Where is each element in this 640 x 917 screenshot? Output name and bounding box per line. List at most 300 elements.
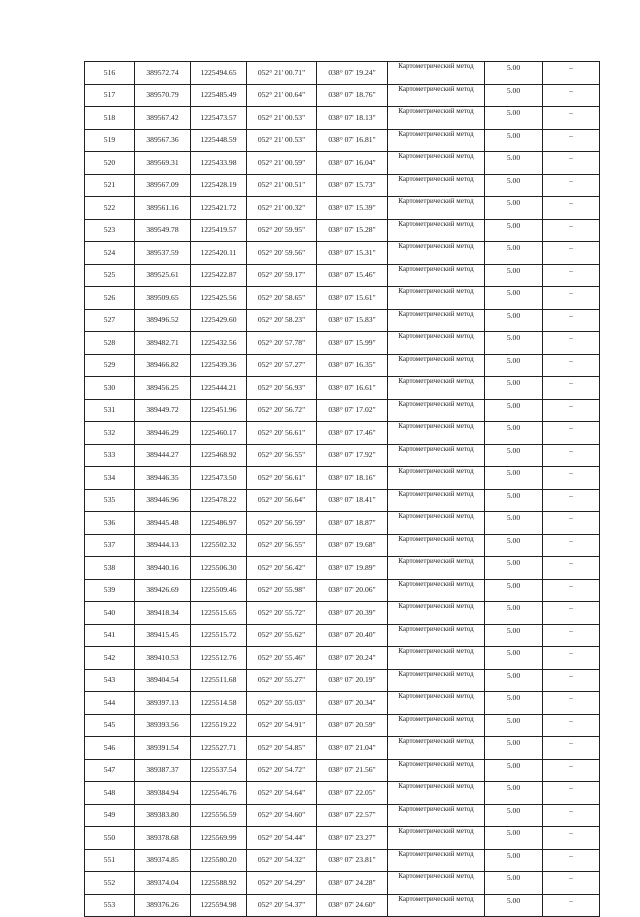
longitude-cell: 038° 07' 17.92" (317, 444, 388, 467)
x-coordinate-cell: 389449.72 (135, 399, 191, 422)
latitude-cell: 052° 20' 56.61" (247, 467, 317, 490)
table-row (85, 107, 600, 130)
accuracy-cell: 5.00 (485, 759, 543, 782)
method-cell: Картометрический метод (388, 129, 485, 152)
point-number-cell: 523 (85, 219, 135, 242)
note-cell: – (543, 287, 600, 310)
y-coordinate-cell: 1225451.96 (191, 399, 247, 422)
note-cell: – (543, 512, 600, 535)
table-row (85, 512, 600, 535)
note-cell: – (543, 489, 600, 512)
latitude-cell: 052° 20' 59.56" (247, 242, 317, 265)
x-coordinate-cell: 389404.54 (135, 669, 191, 692)
note-cell: – (543, 467, 600, 490)
point-number-cell: 549 (85, 804, 135, 827)
y-coordinate-cell: 1225546.76 (191, 782, 247, 805)
latitude-cell: 052° 21' 00.32" (247, 197, 317, 220)
x-coordinate-cell: 389374.85 (135, 849, 191, 872)
table-row (85, 737, 600, 760)
latitude-cell: 052° 21' 00.64" (247, 84, 317, 107)
method-cell: Картометрический метод (388, 84, 485, 107)
x-coordinate-cell: 389444.27 (135, 444, 191, 467)
latitude-cell: 052° 20' 56.59" (247, 512, 317, 535)
note-cell: – (543, 242, 600, 265)
x-coordinate-cell: 389387.37 (135, 759, 191, 782)
longitude-cell: 038° 07' 19.68" (317, 534, 388, 557)
y-coordinate-cell: 1225588.92 (191, 872, 247, 895)
note-cell: – (543, 827, 600, 850)
method-cell: Картометрический метод (388, 264, 485, 287)
table-row (85, 242, 600, 265)
x-coordinate-cell: 389445.48 (135, 512, 191, 535)
note-cell: – (543, 759, 600, 782)
table-row (85, 422, 600, 445)
table-row (85, 759, 600, 782)
note-cell: – (543, 197, 600, 220)
table-row (85, 849, 600, 872)
accuracy-cell: 5.00 (485, 894, 543, 917)
table-row (85, 309, 600, 332)
x-coordinate-cell: 389456.25 (135, 377, 191, 400)
accuracy-cell: 5.00 (485, 107, 543, 130)
accuracy-cell: 5.00 (485, 242, 543, 265)
latitude-cell: 052° 20' 57.27" (247, 354, 317, 377)
table-row (85, 287, 600, 310)
latitude-cell: 052° 20' 59.17" (247, 264, 317, 287)
point-number-cell: 542 (85, 647, 135, 670)
x-coordinate-cell: 389567.36 (135, 129, 191, 152)
table-row (85, 152, 600, 175)
table-row (85, 624, 600, 647)
method-cell: Картометрический метод (388, 354, 485, 377)
longitude-cell: 038° 07' 16.61" (317, 377, 388, 400)
point-number-cell: 535 (85, 489, 135, 512)
y-coordinate-cell: 1225515.72 (191, 624, 247, 647)
note-cell: – (543, 894, 600, 917)
x-coordinate-cell: 389376.26 (135, 894, 191, 917)
table-row (85, 377, 600, 400)
note-cell: – (543, 624, 600, 647)
latitude-cell: 052° 20' 58.65" (247, 287, 317, 310)
method-cell: Картометрический метод (388, 62, 485, 85)
table-row (85, 827, 600, 850)
method-cell: Картометрический метод (388, 489, 485, 512)
latitude-cell: 052° 20' 56.72" (247, 399, 317, 422)
point-number-cell: 520 (85, 152, 135, 175)
point-number-cell: 547 (85, 759, 135, 782)
latitude-cell: 052° 20' 54.85" (247, 737, 317, 760)
table-row (85, 84, 600, 107)
y-coordinate-cell: 1225515.65 (191, 602, 247, 625)
point-number-cell: 536 (85, 512, 135, 535)
point-number-cell: 530 (85, 377, 135, 400)
latitude-cell: 052° 20' 54.32" (247, 849, 317, 872)
y-coordinate-cell: 1225512.76 (191, 647, 247, 670)
note-cell: – (543, 647, 600, 670)
point-number-cell: 519 (85, 129, 135, 152)
x-coordinate-cell: 389374.04 (135, 872, 191, 895)
latitude-cell: 052° 21' 00.53" (247, 107, 317, 130)
longitude-cell: 038° 07' 22.57" (317, 804, 388, 827)
note-cell: – (543, 692, 600, 715)
x-coordinate-cell: 389383.80 (135, 804, 191, 827)
x-coordinate-cell: 389537.59 (135, 242, 191, 265)
accuracy-cell: 5.00 (485, 197, 543, 220)
point-number-cell: 526 (85, 287, 135, 310)
longitude-cell: 038° 07' 15.61" (317, 287, 388, 310)
accuracy-cell: 5.00 (485, 849, 543, 872)
accuracy-cell: 5.00 (485, 444, 543, 467)
x-coordinate-cell: 389418.34 (135, 602, 191, 625)
accuracy-cell: 5.00 (485, 512, 543, 535)
method-cell: Картометрический метод (388, 737, 485, 760)
point-number-cell: 527 (85, 309, 135, 332)
accuracy-cell: 5.00 (485, 602, 543, 625)
x-coordinate-cell: 389391.54 (135, 737, 191, 760)
x-coordinate-cell: 389567.42 (135, 107, 191, 130)
coordinates-table (84, 61, 600, 917)
table-row (85, 894, 600, 917)
y-coordinate-cell: 1225419.57 (191, 219, 247, 242)
note-cell: – (543, 422, 600, 445)
latitude-cell: 052° 20' 56.55" (247, 534, 317, 557)
method-cell: Картометрический метод (388, 827, 485, 850)
accuracy-cell: 5.00 (485, 399, 543, 422)
y-coordinate-cell: 1225439.36 (191, 354, 247, 377)
y-coordinate-cell: 1225473.50 (191, 467, 247, 490)
point-number-cell: 553 (85, 894, 135, 917)
method-cell: Картометрический метод (388, 467, 485, 490)
accuracy-cell: 5.00 (485, 782, 543, 805)
point-number-cell: 546 (85, 737, 135, 760)
longitude-cell: 038° 07' 22.05" (317, 782, 388, 805)
accuracy-cell: 5.00 (485, 422, 543, 445)
y-coordinate-cell: 1225432.56 (191, 332, 247, 355)
table-row (85, 62, 600, 85)
longitude-cell: 038° 07' 19.89" (317, 557, 388, 580)
latitude-cell: 052° 20' 56.61" (247, 422, 317, 445)
x-coordinate-cell: 389569.31 (135, 152, 191, 175)
table-row (85, 354, 600, 377)
point-number-cell: 524 (85, 242, 135, 265)
point-number-cell: 531 (85, 399, 135, 422)
longitude-cell: 038° 07' 16.81" (317, 129, 388, 152)
table-row (85, 174, 600, 197)
method-cell: Картометрический метод (388, 692, 485, 715)
method-cell: Картометрический метод (388, 647, 485, 670)
x-coordinate-cell: 389426.69 (135, 579, 191, 602)
longitude-cell: 038° 07' 15.28" (317, 219, 388, 242)
method-cell: Картометрический метод (388, 174, 485, 197)
accuracy-cell: 5.00 (485, 714, 543, 737)
method-cell: Картометрический метод (388, 309, 485, 332)
note-cell: – (543, 84, 600, 107)
y-coordinate-cell: 1225468.92 (191, 444, 247, 467)
y-coordinate-cell: 1225511.68 (191, 669, 247, 692)
point-number-cell: 538 (85, 557, 135, 580)
accuracy-cell: 5.00 (485, 804, 543, 827)
note-cell: – (543, 714, 600, 737)
longitude-cell: 038° 07' 15.39" (317, 197, 388, 220)
accuracy-cell: 5.00 (485, 827, 543, 850)
longitude-cell: 038° 07' 20.39" (317, 602, 388, 625)
accuracy-cell: 5.00 (485, 737, 543, 760)
y-coordinate-cell: 1225514.58 (191, 692, 247, 715)
point-number-cell: 543 (85, 669, 135, 692)
longitude-cell: 038° 07' 23.81" (317, 849, 388, 872)
method-cell: Картометрический метод (388, 287, 485, 310)
y-coordinate-cell: 1225460.17 (191, 422, 247, 445)
method-cell: Картометрический метод (388, 714, 485, 737)
accuracy-cell: 5.00 (485, 872, 543, 895)
point-number-cell: 541 (85, 624, 135, 647)
point-number-cell: 517 (85, 84, 135, 107)
table-row (85, 489, 600, 512)
method-cell: Картометрический метод (388, 894, 485, 917)
longitude-cell: 038° 07' 24.28" (317, 872, 388, 895)
table-row (85, 714, 600, 737)
x-coordinate-cell: 389444.13 (135, 534, 191, 557)
y-coordinate-cell: 1225494.65 (191, 62, 247, 85)
accuracy-cell: 5.00 (485, 264, 543, 287)
y-coordinate-cell: 1225428.19 (191, 174, 247, 197)
y-coordinate-cell: 1225527.71 (191, 737, 247, 760)
latitude-cell: 052° 20' 55.98" (247, 579, 317, 602)
latitude-cell: 052° 20' 56.42" (247, 557, 317, 580)
longitude-cell: 038° 07' 18.76" (317, 84, 388, 107)
y-coordinate-cell: 1225478.22 (191, 489, 247, 512)
latitude-cell: 052° 20' 58.23" (247, 309, 317, 332)
latitude-cell: 052° 20' 55.72" (247, 602, 317, 625)
method-cell: Картометрический метод (388, 399, 485, 422)
method-cell: Картометрический метод (388, 872, 485, 895)
longitude-cell: 038° 07' 15.31" (317, 242, 388, 265)
note-cell: – (543, 849, 600, 872)
point-number-cell: 518 (85, 107, 135, 130)
point-number-cell: 522 (85, 197, 135, 220)
x-coordinate-cell: 389410.53 (135, 647, 191, 670)
method-cell: Картометрический метод (388, 669, 485, 692)
method-cell: Картометрический метод (388, 579, 485, 602)
x-coordinate-cell: 389572.74 (135, 62, 191, 85)
longitude-cell: 038° 07' 16.35" (317, 354, 388, 377)
longitude-cell: 038° 07' 20.24" (317, 647, 388, 670)
longitude-cell: 038° 07' 19.24" (317, 62, 388, 85)
longitude-cell: 038° 07' 20.59" (317, 714, 388, 737)
method-cell: Картометрический метод (388, 557, 485, 580)
point-number-cell: 525 (85, 264, 135, 287)
latitude-cell: 052° 21' 00.51" (247, 174, 317, 197)
note-cell: – (543, 602, 600, 625)
longitude-cell: 038° 07' 15.83" (317, 309, 388, 332)
note-cell: – (543, 804, 600, 827)
accuracy-cell: 5.00 (485, 287, 543, 310)
longitude-cell: 038° 07' 17.46" (317, 422, 388, 445)
note-cell: – (543, 579, 600, 602)
note-cell: – (543, 444, 600, 467)
accuracy-cell: 5.00 (485, 579, 543, 602)
y-coordinate-cell: 1225594.98 (191, 894, 247, 917)
table-row (85, 219, 600, 242)
longitude-cell: 038° 07' 18.41" (317, 489, 388, 512)
table-row (85, 557, 600, 580)
y-coordinate-cell: 1225429.60 (191, 309, 247, 332)
note-cell: – (543, 62, 600, 85)
note-cell: – (543, 557, 600, 580)
longitude-cell: 038° 07' 21.04" (317, 737, 388, 760)
x-coordinate-cell: 389509.65 (135, 287, 191, 310)
table-row (85, 647, 600, 670)
y-coordinate-cell: 1225421.72 (191, 197, 247, 220)
note-cell: – (543, 332, 600, 355)
accuracy-cell: 5.00 (485, 624, 543, 647)
table-row (85, 804, 600, 827)
method-cell: Картометрический метод (388, 152, 485, 175)
y-coordinate-cell: 1225580.20 (191, 849, 247, 872)
table-row (85, 332, 600, 355)
latitude-cell: 052° 20' 54.64" (247, 782, 317, 805)
latitude-cell: 052° 20' 55.27" (247, 669, 317, 692)
x-coordinate-cell: 389393.56 (135, 714, 191, 737)
method-cell: Картометрический метод (388, 219, 485, 242)
latitude-cell: 052° 20' 54.72" (247, 759, 317, 782)
x-coordinate-cell: 389446.29 (135, 422, 191, 445)
x-coordinate-cell: 389482.71 (135, 332, 191, 355)
accuracy-cell: 5.00 (485, 354, 543, 377)
longitude-cell: 038° 07' 18.87" (317, 512, 388, 535)
longitude-cell: 038° 07' 21.56" (317, 759, 388, 782)
accuracy-cell: 5.00 (485, 174, 543, 197)
method-cell: Картометрический метод (388, 782, 485, 805)
table-row (85, 534, 600, 557)
x-coordinate-cell: 389549.78 (135, 219, 191, 242)
coordinates-table-body (85, 62, 600, 917)
note-cell: – (543, 129, 600, 152)
y-coordinate-cell: 1225509.46 (191, 579, 247, 602)
table-row (85, 197, 600, 220)
y-coordinate-cell: 1225444.21 (191, 377, 247, 400)
longitude-cell: 038° 07' 23.27" (317, 827, 388, 850)
longitude-cell: 038° 07' 15.46" (317, 264, 388, 287)
x-coordinate-cell: 389397.13 (135, 692, 191, 715)
note-cell: – (543, 174, 600, 197)
latitude-cell: 052° 21' 00.59" (247, 152, 317, 175)
table-row (85, 692, 600, 715)
x-coordinate-cell: 389446.35 (135, 467, 191, 490)
longitude-cell: 038° 07' 15.73" (317, 174, 388, 197)
point-number-cell: 521 (85, 174, 135, 197)
longitude-cell: 038° 07' 18.16" (317, 467, 388, 490)
table-row (85, 602, 600, 625)
point-number-cell: 548 (85, 782, 135, 805)
accuracy-cell: 5.00 (485, 692, 543, 715)
method-cell: Картометрический метод (388, 624, 485, 647)
method-cell: Картометрический метод (388, 849, 485, 872)
note-cell: – (543, 264, 600, 287)
x-coordinate-cell: 389567.09 (135, 174, 191, 197)
note-cell: – (543, 534, 600, 557)
note-cell: – (543, 782, 600, 805)
longitude-cell: 038° 07' 20.34" (317, 692, 388, 715)
table-row (85, 782, 600, 805)
point-number-cell: 552 (85, 872, 135, 895)
x-coordinate-cell: 389561.16 (135, 197, 191, 220)
accuracy-cell: 5.00 (485, 219, 543, 242)
latitude-cell: 052° 20' 54.44" (247, 827, 317, 850)
x-coordinate-cell: 389446.96 (135, 489, 191, 512)
latitude-cell: 052° 20' 56.64" (247, 489, 317, 512)
note-cell: – (543, 354, 600, 377)
note-cell: – (543, 219, 600, 242)
table-row (85, 399, 600, 422)
longitude-cell: 038° 07' 24.60" (317, 894, 388, 917)
note-cell: – (543, 309, 600, 332)
accuracy-cell: 5.00 (485, 669, 543, 692)
latitude-cell: 052° 20' 54.60" (247, 804, 317, 827)
x-coordinate-cell: 389384.94 (135, 782, 191, 805)
point-number-cell: 540 (85, 602, 135, 625)
note-cell: – (543, 152, 600, 175)
table-row (85, 669, 600, 692)
y-coordinate-cell: 1225506.30 (191, 557, 247, 580)
point-number-cell: 545 (85, 714, 135, 737)
latitude-cell: 052° 20' 59.95" (247, 219, 317, 242)
accuracy-cell: 5.00 (485, 557, 543, 580)
accuracy-cell: 5.00 (485, 152, 543, 175)
latitude-cell: 052° 20' 56.55" (247, 444, 317, 467)
latitude-cell: 052° 21' 00.71" (247, 62, 317, 85)
method-cell: Картометрический метод (388, 534, 485, 557)
table-row (85, 264, 600, 287)
longitude-cell: 038° 07' 18.13" (317, 107, 388, 130)
longitude-cell: 038° 07' 20.19" (317, 669, 388, 692)
x-coordinate-cell: 389496.52 (135, 309, 191, 332)
longitude-cell: 038° 07' 20.40" (317, 624, 388, 647)
table-row (85, 872, 600, 895)
note-cell: – (543, 399, 600, 422)
accuracy-cell: 5.00 (485, 332, 543, 355)
point-number-cell: 544 (85, 692, 135, 715)
y-coordinate-cell: 1225486.97 (191, 512, 247, 535)
document-page (84, 61, 599, 917)
method-cell: Картометрический метод (388, 377, 485, 400)
accuracy-cell: 5.00 (485, 62, 543, 85)
accuracy-cell: 5.00 (485, 84, 543, 107)
y-coordinate-cell: 1225473.57 (191, 107, 247, 130)
method-cell: Картометрический метод (388, 602, 485, 625)
y-coordinate-cell: 1225537.54 (191, 759, 247, 782)
y-coordinate-cell: 1225569.99 (191, 827, 247, 850)
table-row (85, 579, 600, 602)
longitude-cell: 038° 07' 16.04" (317, 152, 388, 175)
note-cell: – (543, 107, 600, 130)
accuracy-cell: 5.00 (485, 309, 543, 332)
x-coordinate-cell: 389440.16 (135, 557, 191, 580)
x-coordinate-cell: 389525.61 (135, 264, 191, 287)
latitude-cell: 052° 20' 54.91" (247, 714, 317, 737)
table-row (85, 444, 600, 467)
point-number-cell: 550 (85, 827, 135, 850)
latitude-cell: 052° 20' 55.03" (247, 692, 317, 715)
note-cell: – (543, 669, 600, 692)
y-coordinate-cell: 1225502.32 (191, 534, 247, 557)
table-row (85, 467, 600, 490)
accuracy-cell: 5.00 (485, 489, 543, 512)
point-number-cell: 539 (85, 579, 135, 602)
y-coordinate-cell: 1225448.59 (191, 129, 247, 152)
point-number-cell: 528 (85, 332, 135, 355)
point-number-cell: 532 (85, 422, 135, 445)
